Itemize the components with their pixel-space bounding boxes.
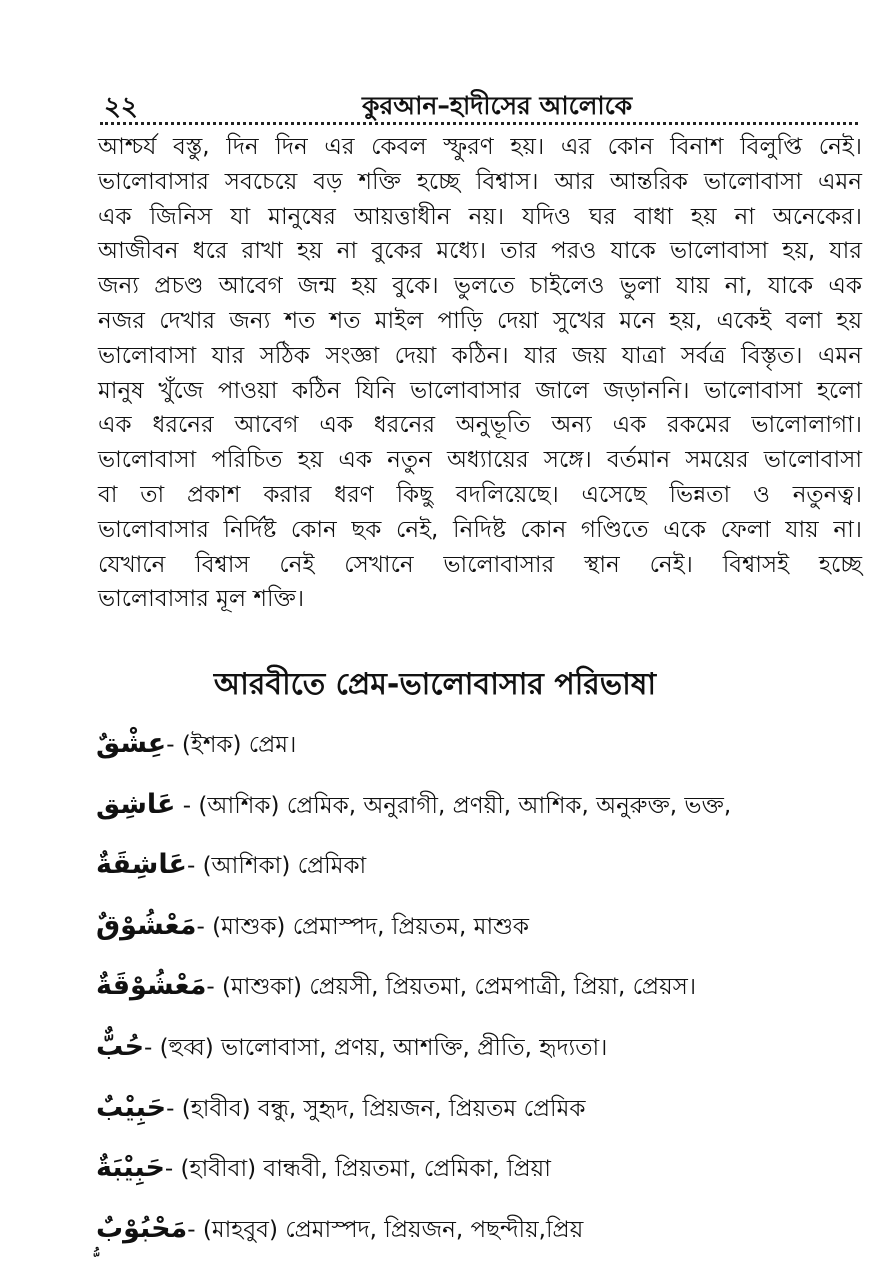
arabic-term: حَبِيْبٌ [96, 1091, 167, 1123]
term-definition: (হাবীব) বন্ধু, সুহৃদ, প্রিয়জন, প্রিয়তম প্রেমিক [174, 1095, 586, 1122]
arabic-term: حُبٌّ [96, 1030, 145, 1062]
cut-off-next-entry-mark: ّ ُ [92, 1252, 99, 1273]
paragraph-line: এক জিনিস যা মানুষের আয়ত্তাধীন নয়। যদিও ঘর বাধা হয় না অনেকের। [98, 203, 862, 230]
paragraph-line: বা তা প্রকাশ করার ধরণ কিছু বদলিয়েছে। এসেছে ভিন্নতা ও নতুনত্ব। [98, 481, 862, 508]
paragraph-line: ভালোবাসা পরিচিত হয় এক নতুন অধ্যায়ের সঙ্গে। বর্তমান সময়ের ভালোবাসা [98, 447, 862, 474]
glossary-entry [96, 1023, 862, 1084]
arabic-term: عِشْقٌ [96, 728, 167, 759]
term-separator: - [186, 853, 196, 880]
term-definition: (হুব্ব) ভালোবাসা, প্রণয়, আশক্তি, প্রীতি, হৃদ্যতা। [152, 1034, 608, 1061]
running-title: কুরআন–হাদীসের আলোকে [362, 91, 633, 120]
section-heading: আরবীতে প্রেম-ভালোবাসার পরিভাষা [213, 667, 657, 702]
glossary-entry [96, 1084, 862, 1145]
term-separator: - [196, 913, 205, 940]
arabic-term: حَبِيْبَةٌ [96, 1152, 165, 1184]
paragraph-line: নজর দেখার জন্য শত শত মাইল পাড়ি দেয়া সুখের মনে হয়, একেই বলা হয় [98, 307, 862, 334]
term-definition: (মাশুকা) প্রেয়সী, প্রিয়তমা, প্রেমপাত্রী, প্রিয়া, প্রেয়স। [214, 974, 697, 1001]
term-definition: (আশিকা) প্রেমিকা [195, 853, 367, 880]
paragraph-line: এক ধরনের আবেগ এক ধরনের অনুভূতি অন্য এক রকমের ভালোলাগা। [98, 412, 862, 439]
paragraph-line: ভালোবাসার নির্দিষ্ট কোন ছক নেই, নিদিষ্ট কোন গণ্ডিতে একে ফেলা যায় না। [98, 516, 862, 543]
glossary-entry [96, 841, 862, 902]
paragraph-line: ভালোবাসার সবচেয়ে বড় শক্তি হচ্ছে বিশ্বাস। আর আন্তরিক ভালোবাসা এমন [98, 168, 862, 195]
term-separator: - [144, 1034, 153, 1061]
term-separator: - [166, 732, 175, 758]
paragraph-line: মানুষ খুঁজে পাওয়া কঠিন যিনি ভালোবাসার জালে জড়াননি। ভালোবাসা হলো [98, 377, 862, 404]
arabic-term: عَاشِقَةٌ [96, 849, 187, 881]
body-paragraph [98, 130, 862, 617]
term-separator: - [166, 1095, 175, 1122]
term-separator: - [175, 792, 192, 819]
paragraph-line: আজীবন ধরে রাখা হয় না বুকের মধ্যে। তার পরও যাকে ভালোবাসা হয়, যার [98, 238, 862, 265]
term-separator: - [187, 1216, 196, 1243]
page-number: ২২ [104, 92, 138, 122]
term-separator: - [164, 1156, 174, 1183]
glossary-entry [96, 720, 862, 781]
arabic-term: مَعْشُوْقٌ [96, 909, 197, 941]
term-separator: - [206, 974, 215, 1001]
arabic-term: عَاشِق [96, 788, 176, 820]
arabic-term: مَحْبُوْبٌ [96, 1212, 188, 1244]
term-definition: (আশিক) প্রেমিক, অনুরাগী, প্রণয়ী, আশিক, অনুরুক্ত, ভক্ত, [191, 792, 732, 819]
paragraph-line: ভালোবাসার মূল শক্তি। [98, 586, 305, 613]
glossary-entry [96, 902, 862, 963]
term-definition: (মাশুক) প্রেমাস্পদ, প্রিয়তম, মাশুক [204, 913, 530, 940]
glossary-entry [96, 1205, 862, 1266]
glossary-entry [96, 781, 862, 842]
paragraph-line: আশ্চর্য বস্তু, দিন দিন এর কেবল স্ফুরণ হয়। এর কোন বিনাশ বিলুপ্তি নেই। [98, 134, 862, 160]
header-dotted-rule [100, 122, 858, 125]
term-definition: (মাহবুব) প্রেমাস্পদ, প্রিয়জন, পছন্দীয়,প্রিয় [195, 1216, 584, 1243]
arabic-term: مَعْشُوْقَةٌ [96, 970, 207, 1002]
glossary-list [96, 720, 862, 1265]
paragraph-line: যেখানে বিশ্বাস নেই সেখানে ভালোবাসার স্থান নেই। বিশ্বাসই হচ্ছে [98, 551, 862, 578]
paragraph-line: ভালোবাসা যার সঠিক সংজ্ঞা দেয়া কঠিন। যার জয় যাত্রা সর্বত্র বিস্তৃত। এমন [98, 342, 862, 369]
paragraph-line: জন্য প্রচণ্ড আবেগ জন্ম হয় বুকে। ভুলতে চাইলেও ভুলা যায় না, যাকে এক [98, 273, 862, 300]
glossary-entry [96, 1144, 862, 1205]
page-header [100, 86, 860, 122]
glossary-entry [96, 962, 862, 1023]
term-definition: (ইশক) প্রেম। [174, 732, 297, 758]
term-definition: (হাবীবা) বান্ধবী, প্রিয়তমা, প্রেমিকা, প্রিয়া [173, 1156, 551, 1183]
